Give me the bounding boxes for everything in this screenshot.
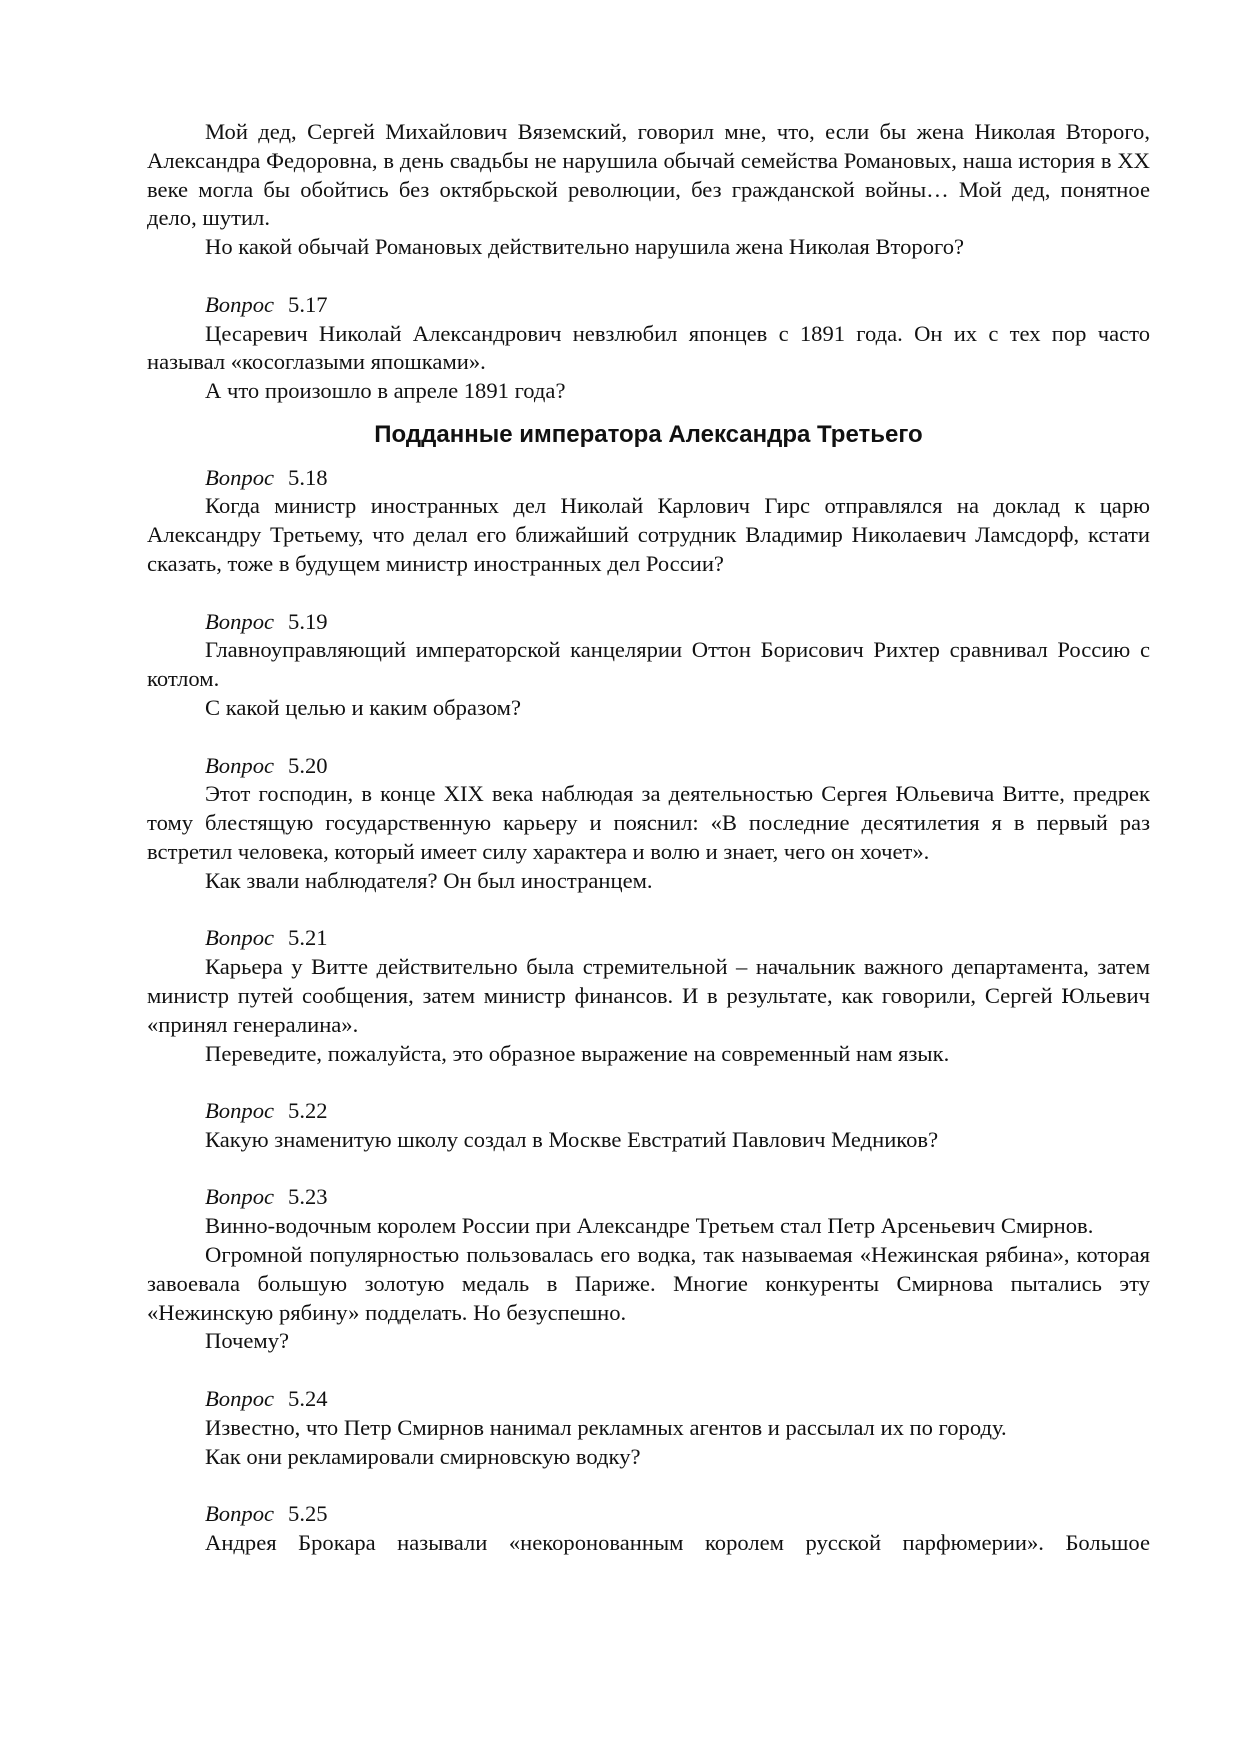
- question-number: 5.19: [288, 608, 328, 634]
- question-heading-5-22: [147, 1097, 1150, 1126]
- question-number: 5.17: [288, 291, 328, 317]
- spacer: [147, 1471, 1150, 1500]
- question-number: 5.20: [288, 752, 328, 778]
- question-label: Вопрос: [205, 752, 275, 778]
- question-text: Почему?: [205, 1328, 290, 1354]
- document-page: [147, 118, 1150, 1558]
- question-text: Главноуправляющий императорской канцелярии Оттон Борисович Рихтер сравнивал Россию с котлом.: [147, 637, 1150, 692]
- question-number: 5.18: [288, 464, 328, 490]
- question-label: Вопрос: [205, 1184, 275, 1210]
- question-text: С какой целью и каким образом?: [205, 694, 521, 720]
- question-text: Винно-водочным королем России при Александре Третьем стал Петр Арсеньевич Смирнов.: [205, 1213, 1094, 1239]
- question-number: 5.25: [288, 1501, 328, 1527]
- spacer: [147, 579, 1150, 608]
- question-heading-5-18: [147, 464, 1150, 493]
- question-text: А что произошло в апреле 1891 года?: [205, 378, 566, 404]
- question-number: 5.23: [288, 1184, 328, 1210]
- question-heading-5-23: [147, 1183, 1150, 1212]
- question-heading-5-25: [147, 1500, 1150, 1529]
- question-number: 5.22: [288, 1098, 328, 1124]
- question-label: Вопрос: [205, 464, 275, 490]
- question-heading-5-24: [147, 1385, 1150, 1414]
- question-label: Вопрос: [205, 1386, 275, 1412]
- question-number: 5.24: [288, 1386, 328, 1412]
- question-label: Вопрос: [205, 925, 275, 951]
- question-text: Карьера у Витте действительно была стремительной – начальник важного департамента, затем министр путей сообщения, затем министр финансов. И в результате, как говорили, Сергей Юльевич «принял генералина».: [147, 954, 1150, 1037]
- question-label: Вопрос: [205, 1098, 275, 1124]
- question-text: Этот господин, в конце XIX века наблюдая за деятельностью Сергея Юльевича Витте, предрек тому блестящую государственную карьеру и пояснил: «В последние десятилетия я в первый раз встретил человека, который имеет силу характера и волю и знает, чего он хочет».: [147, 781, 1150, 864]
- spacer: [147, 262, 1150, 291]
- question-text: Андрея Брокара называли «некоронованным королем русской парфюмерии». Большое: [205, 1530, 1150, 1556]
- spacer: [147, 723, 1150, 752]
- intro-question: Но какой обычай Романовых действительно нарушила жена Николая Второго?: [205, 234, 965, 260]
- spacer: [147, 1068, 1150, 1097]
- question-text: Как они рекламировали смирновскую водку?: [205, 1443, 641, 1469]
- spacer: [147, 1155, 1150, 1184]
- intro-paragraph: Мой дед, Сергей Михайлович Вяземский, говорил мне, что, если бы жена Николая Второго, Александра Федоровна, в день свадьбы не нарушила обычай семейства Романовых, наша история в XX веке могла бы обойтись без октябрьской революции, без гражданской войны… Мой дед, понятное дело, шутил.: [147, 119, 1150, 231]
- question-heading-5-17: [147, 291, 1150, 320]
- question-heading-5-19: [147, 608, 1150, 637]
- question-label: Вопрос: [205, 1501, 275, 1527]
- question-text: Переведите, пожалуйста, это образное выражение на современный нам язык.: [205, 1040, 950, 1066]
- question-heading-5-20: [147, 752, 1150, 781]
- question-label: Вопрос: [205, 608, 275, 634]
- question-label: Вопрос: [205, 291, 275, 317]
- question-text: Как звали наблюдателя? Он был иностранцем.: [205, 867, 653, 893]
- question-text: Цесаревич Николай Александрович невзлюбил японцев с 1891 года. Он их с тех пор часто называл «косоглазыми япошками».: [147, 320, 1150, 375]
- question-heading-5-21: [147, 924, 1150, 953]
- question-text: Какую знаменитую школу создал в Москве Евстратий Павлович Медников?: [205, 1126, 939, 1152]
- section-heading: Подданные императора Александра Третьего: [374, 420, 923, 448]
- question-text: Известно, что Петр Смирнов нанимал рекламных агентов и рассылал их по городу.: [205, 1414, 1007, 1440]
- question-text: Огромной популярностью пользовалась его водка, так называемая «Нежинская рябина», которая завоевала большую золотую медаль в Париже. Многие конкуренты Смирнова пытались эту «Нежинскую рябину» подделать. Но безуспешно.: [147, 1242, 1150, 1325]
- question-number: 5.21: [288, 925, 328, 951]
- spacer: [147, 896, 1150, 925]
- spacer: [147, 1356, 1150, 1385]
- question-text: Когда министр иностранных дел Николай Карлович Гирс отправлялся на доклад к царю Александру Третьему, что делал его ближайший сотрудник Владимир Николаевич Ламсдорф, кстати сказать, тоже в будущем министр иностранных дел России?: [147, 493, 1150, 576]
